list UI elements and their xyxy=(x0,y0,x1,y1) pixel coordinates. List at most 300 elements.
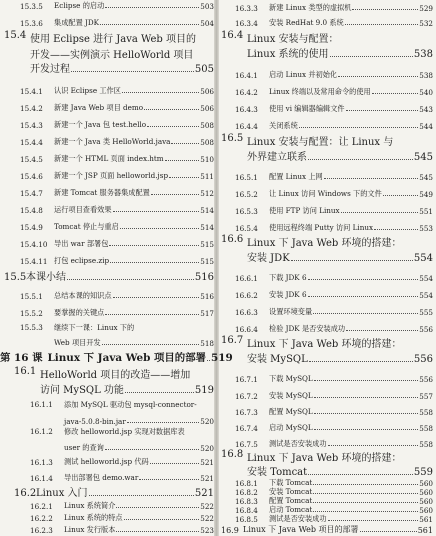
leader-dots xyxy=(291,260,413,261)
entry-number: 16.6.4 xyxy=(235,325,258,334)
entry-title: 安装 Tomcat xyxy=(269,487,313,496)
entry-number: 16.3.4 xyxy=(235,19,258,28)
section-title-line2: 开发——实例演示 HelloWorld 项目 xyxy=(30,50,194,61)
toc-entry xyxy=(64,415,214,426)
entry-title: Eclipse 的启动 xyxy=(54,1,105,10)
leader-dots xyxy=(308,279,419,280)
entry-number: 15.4.2 xyxy=(20,104,43,113)
entry-number: 16.8.2 xyxy=(235,488,258,497)
toc-entry xyxy=(235,497,433,506)
entry-number: 16.2.3 xyxy=(30,526,53,535)
entry-number: 16.7.4 xyxy=(235,424,258,433)
leader-dots xyxy=(120,228,199,229)
leader-dots xyxy=(124,519,200,520)
leader-dots xyxy=(165,160,200,161)
entry-page: 521 xyxy=(194,488,214,499)
entry-number: 15.4.1 xyxy=(20,87,43,96)
entry-page: 516 xyxy=(194,272,214,283)
toc-entry xyxy=(30,524,214,535)
entry-page: 554 xyxy=(419,274,433,283)
leader-dots xyxy=(314,429,419,430)
entry-title: 新建一个 Java 包 test.hello xyxy=(54,120,147,129)
toc-entry xyxy=(20,102,214,113)
entry-number: 16.8.5 xyxy=(235,515,258,524)
toc-entry xyxy=(30,512,214,523)
entry-title-line1: 继续下一课：Linux 下的 xyxy=(54,323,135,332)
leader-dots xyxy=(169,177,199,178)
toc-entry xyxy=(20,153,214,164)
entry-page: 543 xyxy=(419,105,433,114)
entry-page: 508 xyxy=(200,138,214,147)
section-number: 16.1 xyxy=(14,366,37,377)
toc-entry xyxy=(235,488,433,497)
entry-title: 总结本课的知识点 xyxy=(54,291,112,300)
toc-entry xyxy=(20,204,214,215)
leader-dots xyxy=(313,493,418,494)
entry-page: 560 xyxy=(419,506,433,515)
entry-page: 516 xyxy=(200,292,214,301)
entry-number: 15.4.6 xyxy=(20,172,43,181)
leader-dots xyxy=(328,520,419,521)
entry-title: 配置 Tomcat xyxy=(269,496,313,505)
entry-page: 521 xyxy=(200,474,214,483)
entry-page: 514 xyxy=(200,206,214,215)
toc-entry xyxy=(20,0,214,11)
entry-page: 556 xyxy=(419,325,433,334)
section-title-line2: 访问 MySQL 功能 xyxy=(40,385,124,396)
entry-number: 16.1.4 xyxy=(30,474,53,483)
entry-number: 15.4.8 xyxy=(20,206,43,215)
entry-title: 导出 war 部署包 xyxy=(54,239,109,248)
entry-title: 下载 JDK 6 xyxy=(269,273,307,282)
entry-number: 16.4.3 xyxy=(235,105,258,114)
entry-number: 15.4.11 xyxy=(20,257,48,266)
toc-entry xyxy=(30,60,214,75)
entry-number: 16.8.3 xyxy=(235,497,258,506)
entry-number: 16.4.1 xyxy=(235,71,258,80)
entry-page: 558 xyxy=(419,424,433,433)
leader-dots xyxy=(314,397,419,398)
entry-page: 522 xyxy=(200,514,214,523)
toc-entry xyxy=(20,255,214,266)
leader-dots xyxy=(116,507,199,508)
entry-title: 启动 Linux 并初始化 xyxy=(269,70,338,79)
leader-dots xyxy=(100,24,199,25)
entry-number: 15.4.10 xyxy=(20,240,48,249)
toc-entry xyxy=(235,422,433,433)
entry-title: 使用 vi 编辑器编辑文件 xyxy=(269,104,345,113)
entry-title-line2: user 的查询 xyxy=(64,443,104,452)
toc-entry xyxy=(20,119,214,130)
toc-entry xyxy=(20,85,214,96)
leader-dots xyxy=(89,495,194,496)
toc-entry xyxy=(4,268,214,283)
leader-dots xyxy=(324,178,419,179)
toc-entry xyxy=(235,205,433,216)
entry-number: 16.3.3 xyxy=(235,4,258,13)
leader-dots xyxy=(150,463,200,464)
toc-entry xyxy=(235,69,433,80)
entry-number: 16.1.3 xyxy=(30,458,53,467)
entry-title: 新建一个 HTML 页面 index.htm xyxy=(54,154,164,163)
entry-page: 561 xyxy=(417,526,433,535)
entry-page: 506 xyxy=(200,87,214,96)
toc-entry xyxy=(247,45,433,60)
entry-page: 561 xyxy=(419,515,433,524)
entry-title: 导出部署包 demo.war xyxy=(64,473,139,482)
entry-number: 16.8.1 xyxy=(235,479,258,488)
entry-title: Linux 系统的特点 xyxy=(64,513,123,522)
section-title-line2: 安装 Tomcat xyxy=(247,467,308,478)
toc-entry xyxy=(247,148,433,163)
entry-page: 519 xyxy=(194,385,214,396)
entry-number: 16.5.3 xyxy=(235,207,258,216)
entry-page: 558 xyxy=(419,408,433,417)
section-title-line1: Linux 下 Java Web 环境的搭建： xyxy=(247,339,402,350)
entry-title: Linux 下 Java Web 项目的部署 xyxy=(243,525,359,534)
leader-dots xyxy=(171,143,199,144)
entry-page: 512 xyxy=(200,189,214,198)
toc-entry xyxy=(20,187,214,198)
leader-dots xyxy=(341,212,419,213)
toc-entry xyxy=(235,222,433,233)
entry-page: 520 xyxy=(200,444,214,453)
toc-entry xyxy=(30,500,214,511)
entry-title: 配置 MySQL xyxy=(269,407,313,416)
toc-entry xyxy=(20,17,214,28)
leader-dots xyxy=(314,413,419,414)
entry-title: 测试是否安装成功 xyxy=(269,439,327,448)
entry-page: 510 xyxy=(200,155,214,164)
entry-title-line1: 修改 helloworld.jsp 实现对数据库表 xyxy=(64,427,185,436)
toc-entry xyxy=(20,290,214,301)
section-title-line1: Linux 安装与配置：让 Linux 与 xyxy=(247,137,394,148)
leader-dots xyxy=(372,93,419,94)
entry-number: 16.7.3 xyxy=(235,408,258,417)
entry-title-line2: java-5.0.8-bin.jar xyxy=(64,417,126,426)
entry-title: Tomcat 停止与重启 xyxy=(54,222,119,231)
entry-page: 503 xyxy=(200,2,214,11)
entry-page: 551 xyxy=(419,207,433,216)
entry-number: 16.1.1 xyxy=(30,400,53,409)
leader-dots xyxy=(67,279,194,280)
section-title-line2: Linux 系统的使用 xyxy=(247,49,329,60)
entry-number: 16.9 xyxy=(221,526,239,535)
entry-title: 关闭系统 xyxy=(269,121,298,130)
entry-number: 15.5.3 xyxy=(20,323,43,332)
entry-page: 505 xyxy=(194,64,214,75)
section-title-line2: 安装 MySQL xyxy=(247,354,308,365)
entry-page: 555 xyxy=(419,308,433,317)
entry-title: 设置环境变量 xyxy=(269,307,313,316)
leader-dots xyxy=(125,392,194,393)
leader-dots xyxy=(313,313,418,314)
entry-title: 让 Linux 访问 Windows 下的文件 xyxy=(269,189,382,198)
toc-entry xyxy=(30,472,214,483)
entry-title-line2: Web 项目开发 xyxy=(54,338,101,347)
entry-page: 538 xyxy=(419,71,433,80)
toc-entry xyxy=(235,306,433,317)
section-title-line1: 使用 Eclipse 进行 Java Web 项目的 xyxy=(30,34,197,45)
entry-number: 16.2 xyxy=(14,488,37,499)
section-number: 16.4 xyxy=(221,30,244,41)
chapter-title: Linux 下 Java Web 项目的部署 xyxy=(47,352,206,364)
section-number: 16.6 xyxy=(221,234,244,245)
toc-entry xyxy=(235,506,433,515)
toc-entry xyxy=(40,381,214,396)
entry-title: 开发过程 xyxy=(30,64,70,75)
entry-page: 554 xyxy=(413,253,433,264)
leader-dots xyxy=(71,71,194,72)
leader-dots xyxy=(127,422,200,423)
entry-title: 运行项目查看效果 xyxy=(54,205,112,214)
leader-dots xyxy=(147,126,199,127)
entry-page: 549 xyxy=(419,190,433,199)
leader-dots xyxy=(360,531,417,532)
leader-dots xyxy=(105,7,199,8)
book-gutter xyxy=(214,0,219,536)
toc-entry xyxy=(235,479,433,488)
entry-title: 测试是否安装成功 xyxy=(269,514,327,523)
entry-number: 16.1.2 xyxy=(30,427,53,436)
entry-number: 16.2.1 xyxy=(30,502,53,511)
toc-entry xyxy=(221,523,433,535)
entry-title: 测试 helloworld.jsp 代码 xyxy=(64,457,149,466)
toc-entry xyxy=(20,238,214,249)
leader-dots xyxy=(383,195,418,196)
entry-page: 532 xyxy=(419,19,433,28)
toc-entry xyxy=(64,442,214,453)
toc-entry xyxy=(20,170,214,181)
entry-page: 518 xyxy=(200,339,214,348)
leader-dots xyxy=(122,92,199,93)
leader-dots xyxy=(330,56,413,57)
entry-number: 15.4.7 xyxy=(20,189,43,198)
leader-dots xyxy=(314,380,419,381)
section-number: 15.4 xyxy=(4,30,27,41)
entry-title: 启动 Tomcat xyxy=(269,505,313,514)
leader-dots xyxy=(313,511,418,512)
entry-page: 523 xyxy=(200,526,214,535)
entry-title: 安装 RedHat 9.0 系统 xyxy=(269,18,344,27)
leader-dots xyxy=(338,76,418,77)
leader-dots xyxy=(309,361,413,362)
entry-title: 下载 MySQL xyxy=(269,374,313,383)
section-title-line1: Linux 安装与配置： xyxy=(247,34,339,45)
entry-page: 522 xyxy=(200,502,214,511)
toc-entry xyxy=(235,390,433,401)
section-title-line2: 安装 JDK xyxy=(247,253,290,264)
toc-entry xyxy=(235,171,433,182)
entry-page: 559 xyxy=(413,467,433,478)
leader-dots xyxy=(105,449,199,450)
toc-chapter xyxy=(0,349,233,364)
chapter-number: 第 16 课 xyxy=(0,352,43,364)
toc-entry xyxy=(235,103,433,114)
entry-title: 使用远程终端 Putty 访问 Linux xyxy=(269,223,374,232)
entry-number: 16.5.4 xyxy=(235,224,258,233)
entry-number: 16.8.4 xyxy=(235,506,258,515)
entry-title-line1: 添加 MySQL 驱动包 mysql-connector- xyxy=(64,400,197,409)
entry-number: 16.5.1 xyxy=(235,173,258,182)
entry-number: 15.5.1 xyxy=(20,292,43,301)
entry-page: 556 xyxy=(413,354,433,365)
toc-entry xyxy=(54,337,214,348)
entry-title: 下载 Tomcat xyxy=(269,478,313,487)
entry-title: 打包 eclipse.zip xyxy=(54,256,110,265)
toc-entry xyxy=(247,350,433,365)
toc-entry xyxy=(235,373,433,384)
entry-number: 16.7.2 xyxy=(235,392,258,401)
entry-title: Linux 终端以及常用命令的使用 xyxy=(269,87,371,96)
toc-entry xyxy=(235,438,433,449)
entry-title: 集成配置 JDK xyxy=(54,18,100,27)
toc-entry xyxy=(235,289,433,300)
entry-number: 15.4.3 xyxy=(20,121,43,130)
leader-dots xyxy=(313,502,418,503)
leader-dots xyxy=(139,479,199,480)
leader-dots xyxy=(345,24,419,25)
leader-dots xyxy=(299,127,419,128)
entry-title: 新建 Linux 类型的虚拟机 xyxy=(269,3,352,12)
leader-dots xyxy=(113,211,200,212)
toc-entry xyxy=(235,272,433,283)
toc-entry xyxy=(14,484,214,499)
entry-title: 配置 Linux 上网 xyxy=(269,172,323,181)
leader-dots xyxy=(144,109,199,110)
entry-title: 新建 Java Web 项目 demo xyxy=(54,103,144,112)
entry-title: Linux 系统简介 xyxy=(64,501,116,510)
toc-entry xyxy=(30,456,214,467)
entry-page: 506 xyxy=(200,104,214,113)
entry-number: 15.5.2 xyxy=(20,309,43,318)
entry-page: 511 xyxy=(200,172,214,181)
section-number: 16.8 xyxy=(221,449,244,460)
toc-entry xyxy=(247,463,433,478)
entry-title: 认识 Eclipse 工作区 xyxy=(54,86,121,95)
entry-number: 15.4.9 xyxy=(20,223,43,232)
entry-title: 新建一个 Java 类 HelloWorld.java xyxy=(54,137,171,146)
toc-entry xyxy=(235,86,433,97)
leader-dots xyxy=(346,330,418,331)
entry-page: 544 xyxy=(419,122,433,131)
leader-dots xyxy=(207,360,210,361)
entry-number: 15.4.4 xyxy=(20,138,43,147)
section-number: 16.7 xyxy=(221,335,244,346)
entry-page: 520 xyxy=(200,417,214,426)
entry-page: 545 xyxy=(419,173,433,182)
entry-page: 560 xyxy=(419,488,433,497)
leader-dots xyxy=(374,229,418,230)
entry-title: 安装 JDK 6 xyxy=(269,290,307,299)
entry-page: 554 xyxy=(419,291,433,300)
entry-number: 16.5.2 xyxy=(235,190,258,199)
entry-number: 16.7.1 xyxy=(235,375,258,384)
entry-page: 521 xyxy=(200,458,214,467)
toc-entry xyxy=(235,17,433,28)
entry-number: 16.4.4 xyxy=(235,122,258,131)
entry-page: 560 xyxy=(419,497,433,506)
leader-dots xyxy=(109,245,199,246)
leader-dots xyxy=(328,445,419,446)
entry-title: Linux 发行版本 xyxy=(64,525,116,534)
entry-title: 新建一个 JSP 页面 helloworld.jsp xyxy=(54,171,169,180)
entry-number: 15.4.5 xyxy=(20,155,43,164)
entry-page: 504 xyxy=(200,19,214,28)
toc-entry xyxy=(247,249,433,264)
leader-dots xyxy=(308,296,419,297)
entry-page: 508 xyxy=(200,121,214,130)
entry-number: 15.5 xyxy=(4,272,27,283)
entry-number: 15.3.5 xyxy=(20,2,43,11)
entry-title: 安装 MySQL xyxy=(269,391,313,400)
leader-dots xyxy=(105,314,199,315)
toc-entry xyxy=(235,188,433,199)
section-title-line2: 外界建立联系 xyxy=(247,152,307,163)
entry-title: 启动 MySQL xyxy=(269,423,313,432)
entry-page: 560 xyxy=(419,479,433,488)
entry-page: 538 xyxy=(413,49,433,60)
entry-page: 545 xyxy=(413,152,433,163)
toc-entry xyxy=(235,406,433,417)
entry-page: 557 xyxy=(419,392,433,401)
entry-page: 540 xyxy=(419,88,433,97)
section-title-line1: Linux 下 Java Web 环境的搭建： xyxy=(247,453,402,464)
entry-page: 515 xyxy=(200,257,214,266)
entry-page: 514 xyxy=(200,223,214,232)
entry-number: 16.6.1 xyxy=(235,274,258,283)
entry-number: 16.6.3 xyxy=(235,308,258,317)
toc-entry xyxy=(235,120,433,131)
entry-page: 553 xyxy=(419,224,433,233)
leader-dots xyxy=(308,474,413,475)
entry-title: 新建 Tomcat 服务器集成配置 xyxy=(54,188,150,197)
entry-title: 本课小结 xyxy=(26,272,66,283)
toc-entry xyxy=(20,221,214,232)
leader-dots xyxy=(313,484,418,485)
entry-page: 519 xyxy=(210,352,233,364)
leader-dots xyxy=(151,194,199,195)
toc-entry xyxy=(20,136,214,147)
entry-number: 16.2.2 xyxy=(30,514,53,523)
leader-dots xyxy=(102,344,200,345)
section-title-line1: Linux 下 Java Web 环境的搭建： xyxy=(247,238,402,249)
entry-number: 16.4.2 xyxy=(235,88,258,97)
entry-page: 515 xyxy=(200,240,214,249)
leader-dots xyxy=(346,110,419,111)
entry-title: 检验 JDK 是否安装成功 xyxy=(269,324,346,333)
leader-dots xyxy=(116,531,199,532)
entry-title: 要掌握的关键点 xyxy=(54,308,105,317)
toc-entry xyxy=(235,2,433,13)
section-title-line1: HelloWorld 项目的改造——增加 xyxy=(40,370,191,381)
leader-dots xyxy=(352,9,418,10)
entry-page: 556 xyxy=(419,375,433,384)
entry-number: 16.6.2 xyxy=(235,291,258,300)
entry-number: 16.7.5 xyxy=(235,440,258,449)
entry-title: 使用 FTP 访问 Linux xyxy=(269,206,340,215)
section-number: 16.5 xyxy=(221,133,244,144)
leader-dots xyxy=(110,262,199,263)
toc-entry xyxy=(235,323,433,334)
entry-page: 558 xyxy=(419,440,433,449)
entry-page: 517 xyxy=(200,309,214,318)
toc-entry xyxy=(20,307,214,318)
entry-title: Linux 入门 xyxy=(36,488,88,499)
entry-page: 529 xyxy=(419,4,433,13)
leader-dots xyxy=(308,159,413,160)
entry-number: 15.3.6 xyxy=(20,19,43,28)
